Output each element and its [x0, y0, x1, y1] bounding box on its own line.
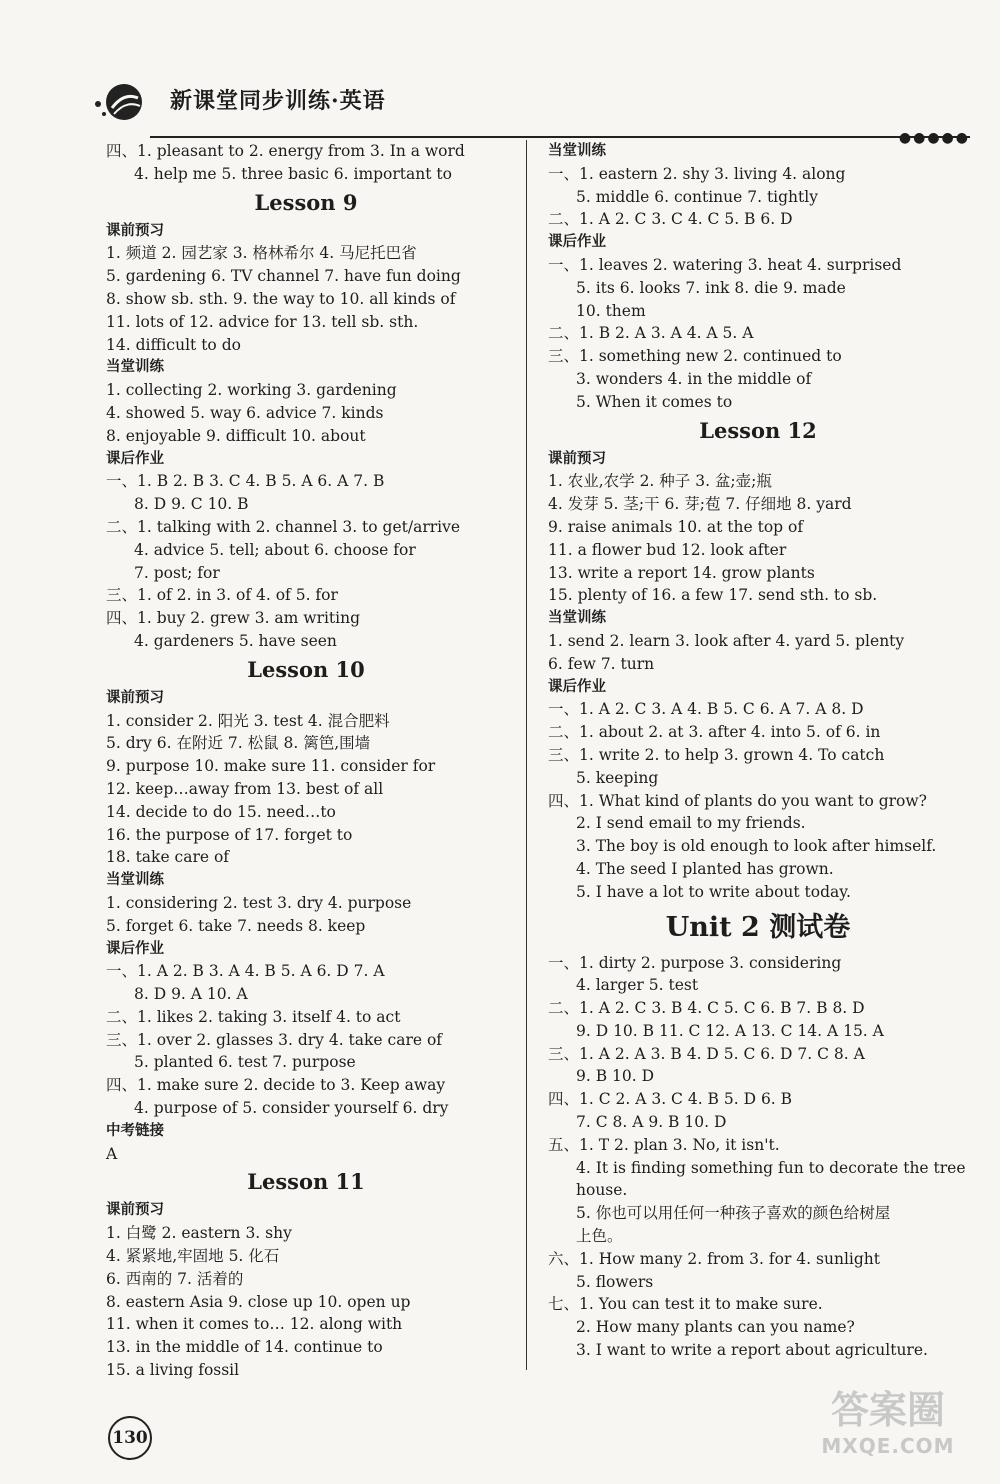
answer-line: 4. 紧紧地,牢固地 5. 化石: [106, 1247, 280, 1266]
answer-line: A: [106, 1144, 118, 1163]
answer-line: 一、1. A 2. B 3. A 4. B 5. A 6. D 7. A: [106, 962, 385, 981]
answer-line: 4. gardeners 5. have seen: [134, 631, 337, 650]
page-number: 130: [108, 1416, 152, 1460]
answer-line: 七、1. You can test it to make sure.: [548, 1295, 823, 1314]
header-rule: [150, 136, 970, 138]
answer-line: 2. I send email to my friends.: [576, 814, 806, 833]
answer-line: 4. larger 5. test: [576, 976, 699, 995]
watermark-url: MXQE.COM: [821, 1434, 955, 1458]
answer-line: 12. keep…away from 13. best of all: [106, 779, 384, 798]
answer-line: 4. purpose of 5. consider yourself 6. dry: [134, 1099, 449, 1118]
answer-line: 16. the purpose of 17. forget to: [106, 825, 353, 844]
watermark-title: 答案圈: [830, 1388, 945, 1432]
answer-line: 5. its 6. looks 7. ink 8. die 9. made: [576, 278, 846, 297]
column-divider: [526, 140, 527, 1370]
answer-line: 13. in the middle of 14. continue to: [106, 1338, 383, 1357]
section-heading: 课前预习: [548, 450, 606, 467]
answer-line: 5. gardening 6. TV channel 7. have fun doing: [106, 267, 461, 286]
answer-line: 2. How many plants can you name?: [576, 1318, 855, 1337]
answer-line: 4. showed 5. way 6. advice 7. kinds: [106, 403, 384, 422]
answer-line: 15. plenty of 16. a few 17. send sth. to sb.: [548, 586, 878, 605]
answer-line: 8. show sb. sth. 9. the way to 10. all kinds of: [106, 289, 456, 308]
unit-test-title: Unit 2 测试卷: [665, 911, 851, 943]
answer-line: 5. planted 6. test 7. purpose: [134, 1053, 356, 1072]
answer-line: 8. D 9. A 10. A: [134, 985, 248, 1004]
answer-line: 一、1. eastern 2. shy 3. living 4. along: [548, 164, 846, 183]
answer-line: 3. The boy is old enough to look after himself.: [576, 837, 937, 856]
answer-line: 1. send 2. learn 3. look after 4. yard 5. plenty: [548, 631, 905, 650]
answer-line: 一、1. dirty 2. purpose 3. considering: [548, 953, 842, 972]
answer-line: 9. raise animals 10. at the top of: [548, 517, 804, 536]
answer-line: 二、1. about 2. at 3. after 4. into 5. of 6. in: [548, 723, 881, 742]
answer-line: 上色。: [576, 1227, 623, 1246]
answer-line: 7. post; for: [134, 563, 220, 582]
answer-line: 5. middle 6. continue 7. tightly: [576, 187, 818, 206]
answer-line: 六、1. How many 2. from 3. for 4. sunlight: [548, 1249, 880, 1268]
answer-line: 二、1. talking with 2. channel 3. to get/arrive: [106, 517, 461, 536]
right-column: [548, 140, 968, 1362]
answer-line: 5. keeping: [576, 768, 659, 787]
header-dots-icon: ●●●●●: [898, 130, 970, 146]
section-heading: 当堂训练: [106, 359, 164, 376]
answer-line: 4. help me 5. three basic 6. important to: [134, 164, 452, 183]
answer-line: 11. when it comes to… 12. along with: [106, 1315, 403, 1334]
header-title: 新课堂同步训练·英语: [170, 88, 386, 114]
lesson-title: Lesson 9: [254, 189, 358, 215]
section-heading: 课前预习: [106, 1202, 164, 1219]
book-logo-icon: [90, 78, 150, 128]
answer-line: house.: [576, 1181, 628, 1200]
section-heading: 课前预习: [106, 689, 164, 706]
section-heading: 当堂训练: [548, 610, 606, 627]
section-heading: 中考链接: [106, 1122, 164, 1139]
answer-line: 三、1. A 2. A 3. B 4. D 5. C 6. D 7. C 8. A: [548, 1044, 865, 1063]
lesson-title: Lesson 12: [699, 417, 817, 443]
answer-line: 3. I want to write a report about agriculture.: [576, 1341, 928, 1360]
answer-line: 9. B 10. D: [576, 1067, 655, 1086]
answer-line: 8. enjoyable 9. difficult 10. about: [106, 426, 366, 445]
answer-line: 14. difficult to do: [106, 335, 241, 354]
answer-line: 四、1. C 2. A 3. C 4. B 5. D 6. B: [548, 1090, 793, 1109]
lesson-title: Lesson 11: [247, 1169, 365, 1195]
answer-line: 二、1. B 2. A 3. A 4. A 5. A: [548, 324, 754, 343]
answer-line: 1. considering 2. test 3. dry 4. purpose: [106, 893, 412, 912]
answer-line: 5. forget 6. take 7. needs 8. keep: [106, 916, 366, 935]
answer-line: 10. them: [576, 301, 646, 320]
answer-line: 9. purpose 10. make sure 11. consider for: [106, 757, 436, 776]
section-heading: 当堂训练: [548, 143, 606, 159]
answer-line: 4. It is finding something fun to decorate the tree: [576, 1158, 966, 1177]
watermark-logo: [808, 1386, 968, 1458]
answer-line: 4. 发芽 5. 茎;干 6. 芽;苞 7. 仔细地 8. yard: [548, 495, 852, 514]
section-heading: 课后作业: [548, 678, 606, 695]
answer-line: 4. advice 5. tell; about 6. choose for: [134, 540, 416, 559]
answer-line: 5. dry 6. 在附近 7. 松鼠 8. 篱笆,围墙: [106, 734, 371, 753]
answer-line: 5. I have a lot to write about today.: [576, 882, 851, 901]
answer-line: 三、1. over 2. glasses 3. dry 4. take care of: [106, 1030, 443, 1049]
answer-line: 8. D 9. C 10. B: [134, 495, 249, 514]
section-heading: 课后作业: [106, 940, 164, 957]
answer-line: 1. consider 2. 阳光 3. test 4. 混合肥料: [106, 711, 390, 730]
answer-line: 11. lots of 12. advice for 13. tell sb. sth.: [106, 312, 419, 331]
answer-line: 3. wonders 4. in the middle of: [576, 369, 812, 388]
answer-line: 五、1. T 2. plan 3. No, it isn't.: [548, 1135, 780, 1154]
answer-line: 二、1. A 2. C 3. B 4. C 5. C 6. B 7. B 8. D: [548, 999, 865, 1018]
answer-line: 11. a flower bud 12. look after: [548, 540, 787, 559]
answer-line: 四、1. pleasant to 2. energy from 3. In a word: [106, 142, 465, 160]
answer-line: 1. 白鹭 2. eastern 3. shy: [106, 1224, 292, 1243]
answer-line: 四、1. make sure 2. decide to 3. Keep away: [106, 1076, 446, 1095]
answer-line: 14. decide to do 15. need…to: [106, 802, 336, 821]
answer-line: 二、1. A 2. C 3. C 4. C 5. B 6. D: [548, 210, 793, 229]
answer-line: 三、1. of 2. in 3. of 4. of 5. for: [106, 586, 338, 605]
answer-line: 15. a living fossil: [106, 1361, 240, 1380]
section-heading: 课前预习: [106, 222, 164, 239]
answer-line: 7. C 8. A 9. B 10. D: [576, 1113, 727, 1132]
answer-line: 一、1. A 2. C 3. A 4. B 5. C 6. A 7. A 8. D: [548, 700, 864, 719]
answer-line: 5. flowers: [576, 1272, 654, 1291]
answer-line: 三、1. write 2. to help 3. grown 4. To catch: [548, 745, 885, 764]
answer-line: 6. few 7. turn: [548, 654, 655, 673]
answer-line: 5. When it comes to: [576, 392, 733, 411]
section-heading: 课后作业: [548, 234, 606, 251]
answer-line: 1. 频道 2. 园艺家 3. 格林希尔 4. 马尼托巴省: [106, 244, 417, 263]
answer-line: 18. take care of: [106, 848, 230, 867]
answer-line: 5. 你也可以用任何一种孩子喜欢的颜色给树屋: [576, 1204, 891, 1223]
answer-line: 二、1. likes 2. taking 3. itself 4. to act: [106, 1007, 401, 1026]
answer-line: 1. 农业,农学 2. 种子 3. 盆;壶;瓶: [548, 472, 772, 491]
section-heading: 课后作业: [106, 450, 164, 467]
lesson-title: Lesson 10: [247, 656, 365, 682]
answer-line: 一、1. B 2. B 3. C 4. B 5. A 6. A 7. B: [106, 472, 385, 491]
answer-line: 四、1. What kind of plants do you want to grow?: [548, 791, 927, 810]
answer-line: 四、1. buy 2. grew 3. am writing: [106, 609, 361, 628]
answer-line: 8. eastern Asia 9. close up 10. open up: [106, 1292, 411, 1311]
left-column: [106, 140, 506, 1382]
answer-line: 13. write a report 14. grow plants: [548, 563, 815, 582]
answer-line: 9. D 10. B 11. C 12. A 13. C 14. A 15. A: [576, 1021, 884, 1040]
page-header: [90, 70, 970, 146]
answer-line: 6. 西南的 7. 活着的: [106, 1269, 244, 1288]
answer-line: 1. collecting 2. working 3. gardening: [106, 381, 397, 400]
answer-line: 4. The seed I planted has grown.: [576, 859, 834, 878]
answer-line: 三、1. something new 2. continued to: [548, 347, 842, 366]
section-heading: 当堂训练: [106, 872, 164, 889]
answer-line: 一、1. leaves 2. watering 3. heat 4. surprised: [548, 255, 902, 274]
